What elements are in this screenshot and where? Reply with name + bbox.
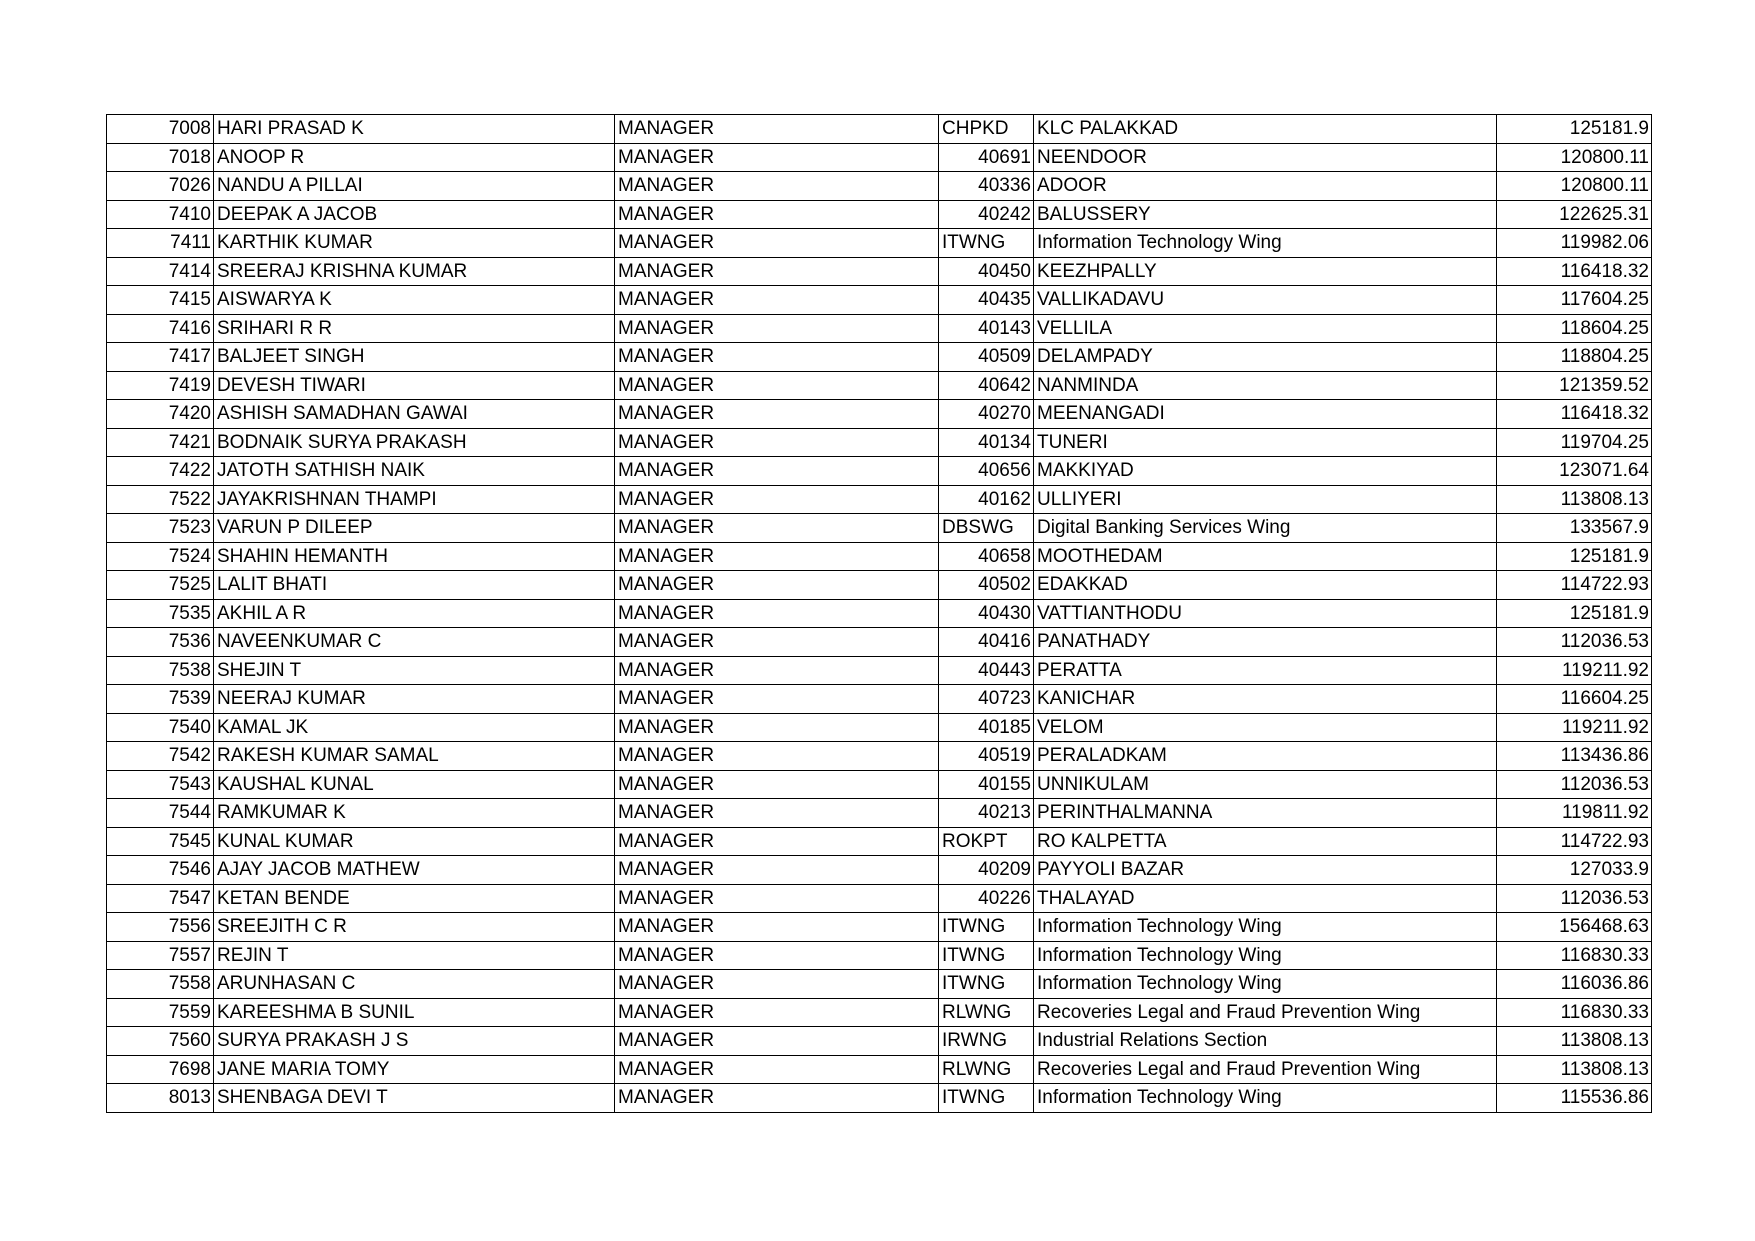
designation-cell: MANAGER — [615, 371, 939, 400]
employee-id-cell: 7557 — [107, 941, 214, 970]
branch-name-cell: BALUSSERY — [1034, 200, 1497, 229]
branch-name-cell: VATTIANTHODU — [1034, 599, 1497, 628]
designation-cell: MANAGER — [615, 1084, 939, 1113]
employee-table — [106, 114, 1652, 1113]
table-row — [107, 457, 1652, 486]
branch-name-cell: PERALADKAM — [1034, 742, 1497, 771]
table-row — [107, 827, 1652, 856]
designation-cell: MANAGER — [615, 742, 939, 771]
employee-id-cell: 7018 — [107, 143, 214, 172]
amount-cell: 127033.9 — [1497, 856, 1652, 885]
employee-id-cell: 7415 — [107, 286, 214, 315]
branch-name-cell: RO KALPETTA — [1034, 827, 1497, 856]
employee-id-cell: 7422 — [107, 457, 214, 486]
employee-id-cell: 7698 — [107, 1055, 214, 1084]
employee-id-cell: 7535 — [107, 599, 214, 628]
branch-code-cell: 40642 — [939, 371, 1034, 400]
amount-cell: 112036.53 — [1497, 884, 1652, 913]
employee-id-cell: 7411 — [107, 229, 214, 258]
amount-cell: 118804.25 — [1497, 343, 1652, 372]
employee-id-cell: 7542 — [107, 742, 214, 771]
designation-cell: MANAGER — [615, 314, 939, 343]
branch-code-cell: 40430 — [939, 599, 1034, 628]
branch-name-cell: ADOOR — [1034, 172, 1497, 201]
employee-name-cell: SREEJITH C R — [214, 913, 615, 942]
employee-name-cell: NEERAJ KUMAR — [214, 685, 615, 714]
employee-name-cell: SHAHIN HEMANTH — [214, 542, 615, 571]
table-row — [107, 428, 1652, 457]
table-row — [107, 571, 1652, 600]
designation-cell: MANAGER — [615, 457, 939, 486]
employee-id-cell: 7547 — [107, 884, 214, 913]
employee-name-cell: SREERAJ KRISHNA KUMAR — [214, 257, 615, 286]
designation-cell: MANAGER — [615, 770, 939, 799]
amount-cell: 113808.13 — [1497, 1055, 1652, 1084]
designation-cell: MANAGER — [615, 1027, 939, 1056]
branch-name-cell: PERATTA — [1034, 656, 1497, 685]
branch-name-cell: Industrial Relations Section — [1034, 1027, 1497, 1056]
table-row — [107, 998, 1652, 1027]
employee-id-cell: 7559 — [107, 998, 214, 1027]
table-row — [107, 371, 1652, 400]
table-row — [107, 799, 1652, 828]
employee-name-cell: RAKESH KUMAR SAMAL — [214, 742, 615, 771]
designation-cell: MANAGER — [615, 998, 939, 1027]
amount-cell: 112036.53 — [1497, 770, 1652, 799]
branch-code-cell: 40155 — [939, 770, 1034, 799]
branch-code-cell: 40658 — [939, 542, 1034, 571]
branch-code-cell: 40185 — [939, 713, 1034, 742]
table-row — [107, 314, 1652, 343]
table-row — [107, 143, 1652, 172]
branch-code-cell: 40509 — [939, 343, 1034, 372]
employee-id-cell: 7008 — [107, 115, 214, 144]
designation-cell: MANAGER — [615, 400, 939, 429]
table-row — [107, 1084, 1652, 1113]
employee-id-cell: 7416 — [107, 314, 214, 343]
designation-cell: MANAGER — [615, 884, 939, 913]
amount-cell: 122625.31 — [1497, 200, 1652, 229]
amount-cell: 113436.86 — [1497, 742, 1652, 771]
employee-name-cell: SHENBAGA DEVI T — [214, 1084, 615, 1113]
branch-name-cell: MAKKIYAD — [1034, 457, 1497, 486]
employee-name-cell: SURYA PRAKASH J S — [214, 1027, 615, 1056]
branch-code-cell: 40213 — [939, 799, 1034, 828]
employee-name-cell: JATOTH SATHISH NAIK — [214, 457, 615, 486]
designation-cell: MANAGER — [615, 229, 939, 258]
employee-id-cell: 7556 — [107, 913, 214, 942]
employee-name-cell: SRIHARI R R — [214, 314, 615, 343]
employee-name-cell: ARUNHASAN C — [214, 970, 615, 999]
employee-name-cell: VARUN P DILEEP — [214, 514, 615, 543]
designation-cell: MANAGER — [615, 571, 939, 600]
table-row — [107, 1055, 1652, 1084]
branch-name-cell: Recoveries Legal and Fraud Prevention Wing — [1034, 1055, 1497, 1084]
amount-cell: 116418.32 — [1497, 257, 1652, 286]
employee-name-cell: HARI PRASAD K — [214, 115, 615, 144]
branch-name-cell: EDAKKAD — [1034, 571, 1497, 600]
table-row — [107, 257, 1652, 286]
branch-code-cell: 40656 — [939, 457, 1034, 486]
table-row — [107, 656, 1652, 685]
amount-cell: 116830.33 — [1497, 941, 1652, 970]
branch-code-cell: IRWNG — [939, 1027, 1034, 1056]
employee-name-cell: AISWARYA K — [214, 286, 615, 315]
employee-name-cell: ASHISH SAMADHAN GAWAI — [214, 400, 615, 429]
designation-cell: MANAGER — [615, 713, 939, 742]
branch-name-cell: Information Technology Wing — [1034, 229, 1497, 258]
designation-cell: MANAGER — [615, 200, 939, 229]
branch-code-cell: CHPKD — [939, 115, 1034, 144]
branch-name-cell: VELLILA — [1034, 314, 1497, 343]
employee-table-body — [107, 115, 1652, 1113]
branch-code-cell: 40691 — [939, 143, 1034, 172]
branch-code-cell: 40162 — [939, 485, 1034, 514]
employee-name-cell: NANDU A PILLAI — [214, 172, 615, 201]
employee-id-cell: 7524 — [107, 542, 214, 571]
employee-name-cell: KUNAL KUMAR — [214, 827, 615, 856]
employee-name-cell: AJAY JACOB MATHEW — [214, 856, 615, 885]
branch-name-cell: MEENANGADI — [1034, 400, 1497, 429]
designation-cell: MANAGER — [615, 628, 939, 657]
branch-name-cell: PAYYOLI BAZAR — [1034, 856, 1497, 885]
designation-cell: MANAGER — [615, 970, 939, 999]
amount-cell: 119211.92 — [1497, 713, 1652, 742]
employee-name-cell: DEEPAK A JACOB — [214, 200, 615, 229]
table-row — [107, 172, 1652, 201]
employee-name-cell: NAVEENKUMAR C — [214, 628, 615, 657]
branch-code-cell: ITWNG — [939, 913, 1034, 942]
employee-id-cell: 7522 — [107, 485, 214, 514]
designation-cell: MANAGER — [615, 1055, 939, 1084]
employee-name-cell: SHEJIN T — [214, 656, 615, 685]
amount-cell: 120800.11 — [1497, 143, 1652, 172]
branch-name-cell: PERINTHALMANNA — [1034, 799, 1497, 828]
designation-cell: MANAGER — [615, 343, 939, 372]
branch-code-cell: ITWNG — [939, 229, 1034, 258]
employee-id-cell: 7545 — [107, 827, 214, 856]
branch-code-cell: 40226 — [939, 884, 1034, 913]
table-row — [107, 685, 1652, 714]
branch-name-cell: KLC PALAKKAD — [1034, 115, 1497, 144]
employee-name-cell: REJIN T — [214, 941, 615, 970]
amount-cell: 112036.53 — [1497, 628, 1652, 657]
branch-name-cell: Information Technology Wing — [1034, 970, 1497, 999]
branch-name-cell: VALLIKADAVU — [1034, 286, 1497, 315]
branch-name-cell: Information Technology Wing — [1034, 941, 1497, 970]
employee-id-cell: 7544 — [107, 799, 214, 828]
branch-code-cell: 40502 — [939, 571, 1034, 600]
branch-code-cell: 40519 — [939, 742, 1034, 771]
branch-code-cell: ITWNG — [939, 1084, 1034, 1113]
amount-cell: 121359.52 — [1497, 371, 1652, 400]
employee-id-cell: 7414 — [107, 257, 214, 286]
designation-cell: MANAGER — [615, 656, 939, 685]
employee-id-cell: 7543 — [107, 770, 214, 799]
employee-id-cell: 7536 — [107, 628, 214, 657]
branch-name-cell: Digital Banking Services Wing — [1034, 514, 1497, 543]
employee-id-cell: 7417 — [107, 343, 214, 372]
branch-name-cell: TUNERI — [1034, 428, 1497, 457]
table-row — [107, 856, 1652, 885]
employee-id-cell: 7026 — [107, 172, 214, 201]
table-row — [107, 1027, 1652, 1056]
branch-name-cell: PANATHADY — [1034, 628, 1497, 657]
designation-cell: MANAGER — [615, 799, 939, 828]
branch-name-cell: MOOTHEDAM — [1034, 542, 1497, 571]
employee-name-cell: KAREESHMA B SUNIL — [214, 998, 615, 1027]
employee-id-cell: 7539 — [107, 685, 214, 714]
branch-name-cell: KANICHAR — [1034, 685, 1497, 714]
table-row — [107, 599, 1652, 628]
branch-name-cell: NEENDOOR — [1034, 143, 1497, 172]
table-row — [107, 713, 1652, 742]
branch-code-cell: 40723 — [939, 685, 1034, 714]
branch-code-cell: 40209 — [939, 856, 1034, 885]
designation-cell: MANAGER — [615, 685, 939, 714]
table-row — [107, 229, 1652, 258]
branch-code-cell: 40134 — [939, 428, 1034, 457]
designation-cell: MANAGER — [615, 257, 939, 286]
branch-name-cell: VELOM — [1034, 713, 1497, 742]
employee-name-cell: ANOOP R — [214, 143, 615, 172]
table-row — [107, 770, 1652, 799]
table-row — [107, 485, 1652, 514]
branch-code-cell: 40270 — [939, 400, 1034, 429]
employee-id-cell: 7419 — [107, 371, 214, 400]
branch-name-cell: ULLIYERI — [1034, 485, 1497, 514]
employee-name-cell: JANE MARIA TOMY — [214, 1055, 615, 1084]
branch-name-cell: KEEZHPALLY — [1034, 257, 1497, 286]
branch-code-cell: 40443 — [939, 656, 1034, 685]
branch-code-cell: ITWNG — [939, 970, 1034, 999]
table-row — [107, 343, 1652, 372]
amount-cell: 125181.9 — [1497, 599, 1652, 628]
employee-name-cell: BALJEET SINGH — [214, 343, 615, 372]
employee-id-cell: 7560 — [107, 1027, 214, 1056]
employee-id-cell: 7546 — [107, 856, 214, 885]
employee-name-cell: KARTHIK KUMAR — [214, 229, 615, 258]
designation-cell: MANAGER — [615, 485, 939, 514]
amount-cell: 117604.25 — [1497, 286, 1652, 315]
table-row — [107, 115, 1652, 144]
branch-code-cell: 40450 — [939, 257, 1034, 286]
branch-code-cell: ITWNG — [939, 941, 1034, 970]
employee-name-cell: KAUSHAL KUNAL — [214, 770, 615, 799]
employee-name-cell: KETAN BENDE — [214, 884, 615, 913]
branch-code-cell: 40143 — [939, 314, 1034, 343]
employee-id-cell: 7410 — [107, 200, 214, 229]
designation-cell: MANAGER — [615, 143, 939, 172]
amount-cell: 119811.92 — [1497, 799, 1652, 828]
table-row — [107, 884, 1652, 913]
branch-code-cell: DBSWG — [939, 514, 1034, 543]
employee-id-cell: 7420 — [107, 400, 214, 429]
amount-cell: 156468.63 — [1497, 913, 1652, 942]
amount-cell: 116830.33 — [1497, 998, 1652, 1027]
branch-name-cell: NANMINDA — [1034, 371, 1497, 400]
employee-id-cell: 8013 — [107, 1084, 214, 1113]
branch-name-cell: UNNIKULAM — [1034, 770, 1497, 799]
amount-cell: 119982.06 — [1497, 229, 1652, 258]
table-row — [107, 970, 1652, 999]
amount-cell: 119211.92 — [1497, 656, 1652, 685]
designation-cell: MANAGER — [615, 172, 939, 201]
designation-cell: MANAGER — [615, 913, 939, 942]
branch-name-cell: THALAYAD — [1034, 884, 1497, 913]
branch-code-cell: 40336 — [939, 172, 1034, 201]
branch-name-cell: DELAMPADY — [1034, 343, 1497, 372]
table-row — [107, 286, 1652, 315]
amount-cell: 116036.86 — [1497, 970, 1652, 999]
employee-name-cell: AKHIL A R — [214, 599, 615, 628]
amount-cell: 125181.9 — [1497, 542, 1652, 571]
designation-cell: MANAGER — [615, 115, 939, 144]
amount-cell: 133567.9 — [1497, 514, 1652, 543]
table-row — [107, 200, 1652, 229]
branch-code-cell: 40435 — [939, 286, 1034, 315]
branch-code-cell: RLWNG — [939, 1055, 1034, 1084]
amount-cell: 114722.93 — [1497, 571, 1652, 600]
designation-cell: MANAGER — [615, 827, 939, 856]
table-row — [107, 941, 1652, 970]
designation-cell: MANAGER — [615, 514, 939, 543]
table-row — [107, 628, 1652, 657]
branch-name-cell: Information Technology Wing — [1034, 1084, 1497, 1113]
employee-name-cell: JAYAKRISHNAN THAMPI — [214, 485, 615, 514]
branch-code-cell: 40416 — [939, 628, 1034, 657]
employee-id-cell: 7538 — [107, 656, 214, 685]
branch-name-cell: Recoveries Legal and Fraud Prevention Wing — [1034, 998, 1497, 1027]
employee-id-cell: 7523 — [107, 514, 214, 543]
branch-code-cell: 40242 — [939, 200, 1034, 229]
amount-cell: 114722.93 — [1497, 827, 1652, 856]
employee-name-cell: LALIT BHATI — [214, 571, 615, 600]
employee-id-cell: 7421 — [107, 428, 214, 457]
designation-cell: MANAGER — [615, 941, 939, 970]
designation-cell: MANAGER — [615, 286, 939, 315]
employee-id-cell: 7540 — [107, 713, 214, 742]
employee-name-cell: RAMKUMAR K — [214, 799, 615, 828]
table-row — [107, 913, 1652, 942]
table-row — [107, 514, 1652, 543]
table-row — [107, 542, 1652, 571]
amount-cell: 113808.13 — [1497, 1027, 1652, 1056]
amount-cell: 116604.25 — [1497, 685, 1652, 714]
amount-cell: 119704.25 — [1497, 428, 1652, 457]
branch-code-cell: ROKPT — [939, 827, 1034, 856]
branch-name-cell: Information Technology Wing — [1034, 913, 1497, 942]
amount-cell: 125181.9 — [1497, 115, 1652, 144]
employee-name-cell: DEVESH TIWARI — [214, 371, 615, 400]
designation-cell: MANAGER — [615, 542, 939, 571]
table-row — [107, 742, 1652, 771]
amount-cell: 123071.64 — [1497, 457, 1652, 486]
amount-cell: 116418.32 — [1497, 400, 1652, 429]
table-row — [107, 400, 1652, 429]
amount-cell: 115536.86 — [1497, 1084, 1652, 1113]
amount-cell: 113808.13 — [1497, 485, 1652, 514]
branch-code-cell: RLWNG — [939, 998, 1034, 1027]
designation-cell: MANAGER — [615, 428, 939, 457]
designation-cell: MANAGER — [615, 856, 939, 885]
amount-cell: 120800.11 — [1497, 172, 1652, 201]
employee-name-cell: BODNAIK SURYA PRAKASH — [214, 428, 615, 457]
designation-cell: MANAGER — [615, 599, 939, 628]
employee-id-cell: 7525 — [107, 571, 214, 600]
employee-id-cell: 7558 — [107, 970, 214, 999]
employee-name-cell: KAMAL JK — [214, 713, 615, 742]
amount-cell: 118604.25 — [1497, 314, 1652, 343]
